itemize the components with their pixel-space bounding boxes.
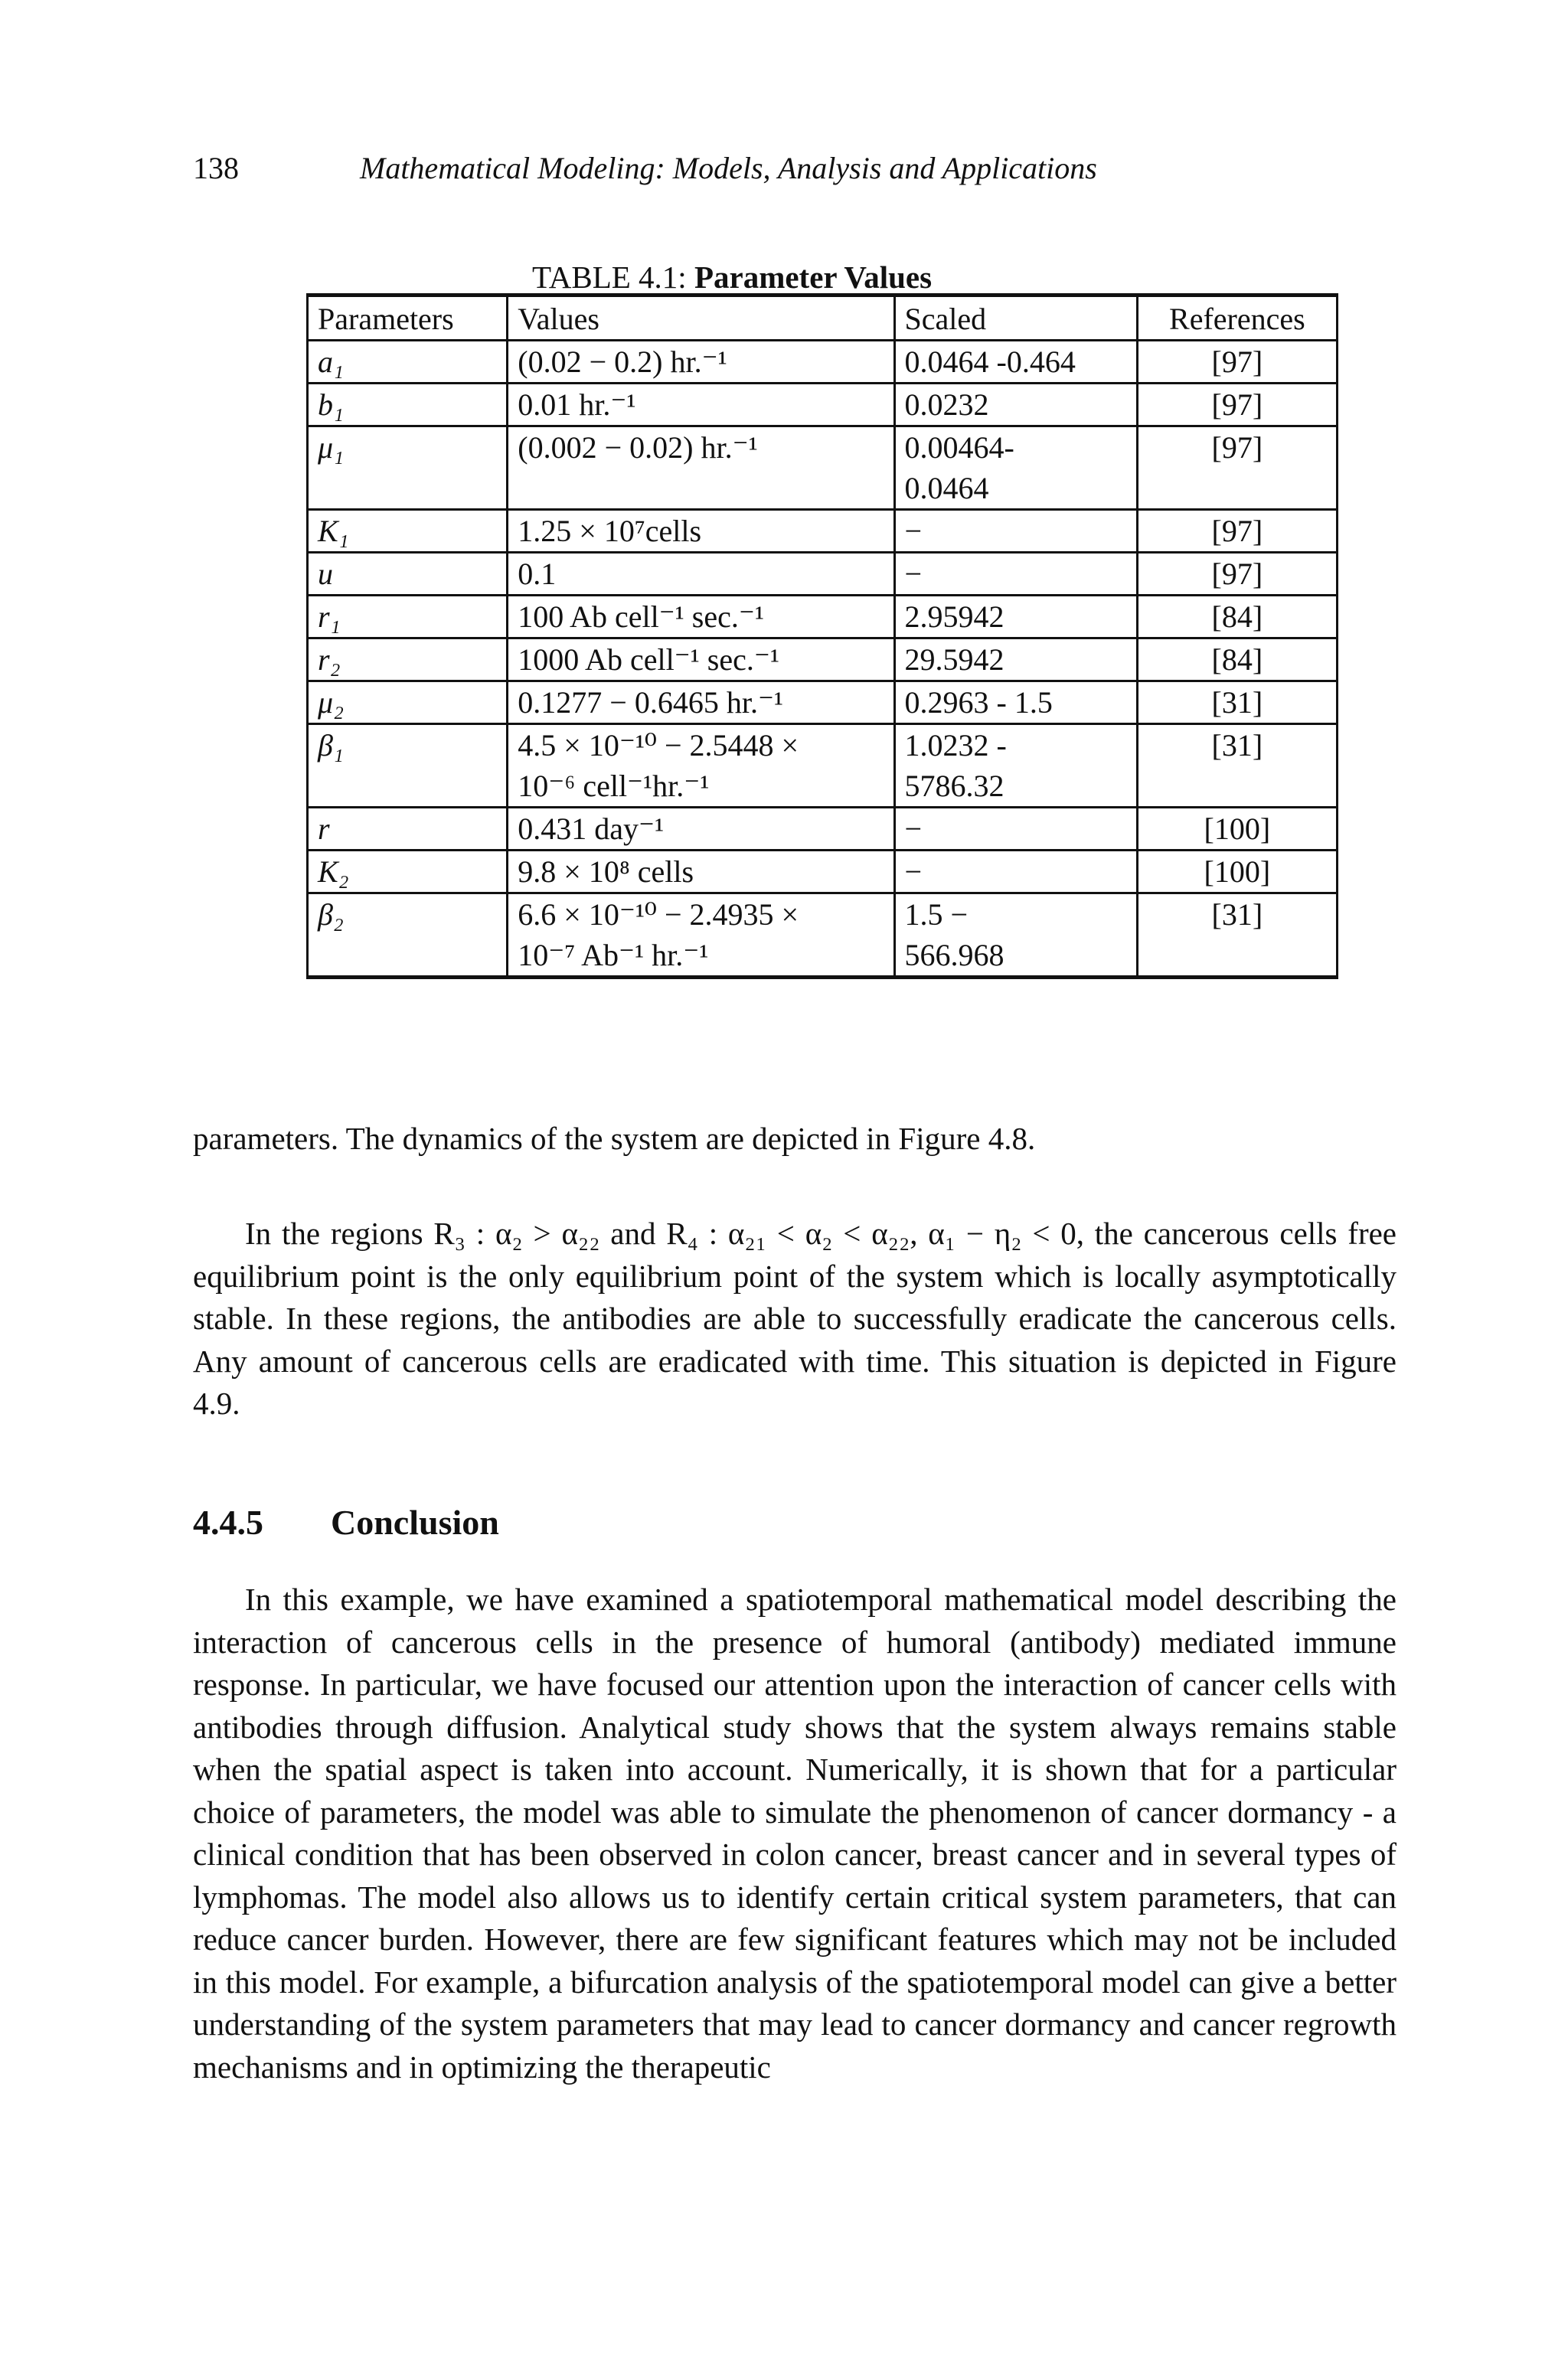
table-body [308, 341, 1338, 978]
cell-parameter: a₁ [308, 341, 508, 384]
cell-value: 4.5 × 10⁻¹⁰ − 2.5448 × 10⁻⁶ cell⁻¹hr.⁻¹ [508, 724, 894, 808]
cell-reference: [97] [1137, 553, 1337, 596]
table-row [308, 808, 1338, 851]
cell-parameter: r₂ [308, 638, 508, 681]
running-title: Mathematical Modeling: Models, Analysis and Applications [360, 151, 1097, 185]
cell-reference: [100] [1137, 808, 1337, 851]
cell-value: 0.01 hr.⁻¹ [508, 384, 894, 426]
cell-value: 100 Ab cell⁻¹ sec.⁻¹ [508, 596, 894, 638]
cell-value: (0.002 − 0.02) hr.⁻¹ [508, 426, 894, 510]
parameter-table [306, 293, 1338, 979]
cell-scaled: − [894, 553, 1137, 596]
cell-parameter: β₂ [308, 893, 508, 978]
cell-reference: [31] [1137, 681, 1337, 724]
cell-parameter: b₁ [308, 384, 508, 426]
cell-value: 9.8 × 10⁸ cells [508, 851, 894, 893]
paragraph-1: parameters. The dynamics of the system are depicted in Figure 4.8. [193, 1121, 1036, 1156]
cell-value: 0.1 [508, 553, 894, 596]
cell-value: 1000 Ab cell⁻¹ sec.⁻¹ [508, 638, 894, 681]
cell-scaled: − [894, 510, 1137, 553]
table-row [308, 638, 1338, 681]
cell-parameter: β₁ [308, 724, 508, 808]
cell-parameter: r [308, 808, 508, 851]
cell-reference: [84] [1137, 638, 1337, 681]
table-caption-label: TABLE 4.1: [532, 260, 687, 295]
cell-parameter: μ₁ [308, 426, 508, 510]
cell-scaled: 1.0232 - 5786.32 [894, 724, 1137, 808]
cell-parameter: K₂ [308, 851, 508, 893]
table-caption-title: Parameter Values [694, 260, 933, 295]
cell-reference: [31] [1137, 893, 1337, 978]
column-header: Parameters [308, 296, 508, 341]
cell-parameter: r₁ [308, 596, 508, 638]
table-row [308, 341, 1338, 384]
cell-value: 6.6 × 10⁻¹⁰ − 2.4935 × 10⁻⁷ Ab⁻¹ hr.⁻¹ [508, 893, 894, 978]
page-number: 138 [193, 151, 239, 185]
cell-reference: [31] [1137, 724, 1337, 808]
table-row [308, 681, 1338, 724]
table-row [308, 596, 1338, 638]
cell-scaled: 1.5 − 566.968 [894, 893, 1137, 978]
cell-scaled: − [894, 851, 1137, 893]
cell-parameter: μ₂ [308, 681, 508, 724]
cell-value: 0.1277 − 0.6465 hr.⁻¹ [508, 681, 894, 724]
cell-scaled: 0.00464- 0.0464 [894, 426, 1137, 510]
paragraph-2: In the regions R₃ : α₂ > α₂₂ and R₄ : α₂₁ < α₂ < α₂₂, α₁ − η₂ < 0, the cancerous cells free equilibrium point is the only equilibrium point of the system which is locally asymptotically stable. In these regions, the antibodies are able to successfully eradicate the cancerous cells. Any amount of cancerous cells are eradicated with time. This situation is depicted in Figure 4.9. [193, 1216, 1396, 1421]
cell-reference: [97] [1137, 510, 1337, 553]
cell-reference: [97] [1137, 341, 1337, 384]
cell-scaled: 2.95942 [894, 596, 1137, 638]
cell-reference: [97] [1137, 384, 1337, 426]
cell-scaled: 0.0464 -0.464 [894, 341, 1137, 384]
cell-value: 1.25 × 10⁷cells [508, 510, 894, 553]
table-row [308, 510, 1338, 553]
cell-scaled: 0.2963 - 1.5 [894, 681, 1137, 724]
table-row [308, 426, 1338, 510]
table-header-row [308, 296, 1338, 341]
cell-parameter: K₁ [308, 510, 508, 553]
cell-scaled: − [894, 808, 1137, 851]
cell-scaled: 0.0232 [894, 384, 1137, 426]
table-row [308, 851, 1338, 893]
table-row [308, 724, 1338, 808]
table-row [308, 893, 1338, 978]
cell-reference: [100] [1137, 851, 1337, 893]
section-heading [193, 1502, 499, 1543]
cell-value: (0.02 − 0.2) hr.⁻¹ [508, 341, 894, 384]
cell-reference: [84] [1137, 596, 1337, 638]
column-header: References [1137, 296, 1337, 341]
cell-scaled: 29.5942 [894, 638, 1137, 681]
table-row [308, 553, 1338, 596]
cell-parameter: u [308, 553, 508, 596]
section-title: Conclusion [331, 1503, 499, 1542]
column-header: Values [508, 296, 894, 341]
paragraph-3: In this example, we have examined a spatiotemporal mathematical model describing the interaction of cancerous cells in the presence of humoral (antibody) mediated immune response. In particular, we have focused our attention upon the interaction of cancer cells with antibodies through diffusion. Analytical study shows that the system always remains stable when the spatial aspect is taken into account. Numerically, it is shown that for a particular choice of parameters, the model was able to simulate the phenomenon of cancer dormancy - a clinical condition that has been observed in colon cancer, breast cancer and in several types of lymphomas. The model also allows us to identify certain critical system parameters, that can reduce cancer burden. However, there are few significant features which may not be included in this model. For example, a bifurcation analysis of the spatiotemporal model can give a better understanding of the system parameters that may lead to cancer dormancy and cancer regrowth mechanisms and in optimizing the therapeutic [193, 1582, 1396, 2085]
cell-value: 0.431 day⁻¹ [508, 808, 894, 851]
table-caption [306, 259, 1338, 296]
section-number: 4.4.5 [193, 1503, 263, 1542]
table-row [308, 384, 1338, 426]
column-header: Scaled [894, 296, 1137, 341]
cell-reference: [97] [1137, 426, 1337, 510]
